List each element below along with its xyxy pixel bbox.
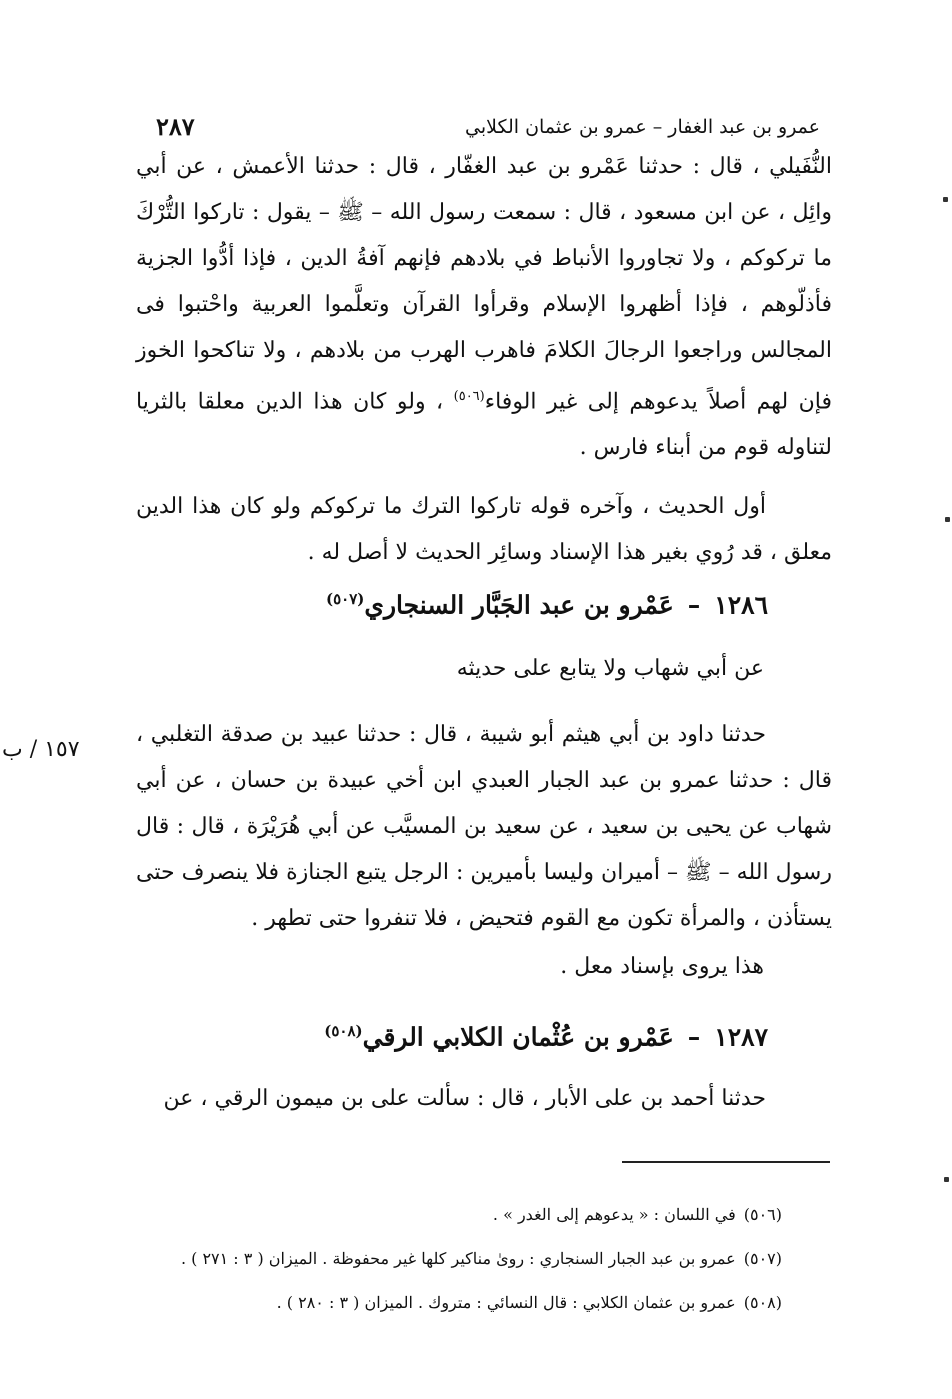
paragraph-hadith-2: حدثنا داود بن أبي هيثم أبو شيبة ، قال : حدثنا عبيد بن صدقة التغلبي ، قال : حدثنا عمرو بن عبد الجبار العبدي ابن أخي عبيدة بن حسان ، عن أبي شهاب عن يحيى بن سعيد ، عن سعيد بن المسيَّب عن أبي هُرَيْرَة ، قال : قال رسول الله – ﷺ – أميران وليسا بأميرين : الرجل يتبع الجنازة فلا ينصرف حتى يستأذن ، والمرأة تكون مع القوم فتحيض ، فلا تنفروا حتى تطهر . [136, 722, 832, 931]
running-head: عمرو بن عبد الغفار – عمرو بن عثمان الكلابي [465, 116, 820, 138]
entry-separator: – [687, 590, 701, 620]
entry-heading-1286 [136, 590, 768, 619]
entry-number: ١٢٨٧ [714, 1022, 768, 1052]
footnote-ref-507: (٥٠٧) [326, 590, 365, 608]
scan-speck [945, 517, 950, 522]
paragraph-1-text: النُّفَيلي ، قال : حدثنا عَمْرو بن عبد الغفّار ، قال : حدثنا الأعمش ، عن أبي وائِل ، عن ابن مسعود ، قال : سمعت رسول الله – ﷺ – يقول : تاركوا التُّرْكَ ما تركوكم ، ولا تجاوروا الأنباط في بلادهم فإنهم آفةُ الدين ، فإذا أدُّوا الجزية فأذلّوهم ، فإذا أظهروا الإسلام وقرأوا القرآن وتعلَّموا العربية واحْتبوا فى المجالس وراجعوا الرجالَ الكلامَ فاهرب الهرب من بلادهم ، ولا تناكحوا الخوز فإن لهم أصلاً يدعوهم إلى غير الوفاء [136, 154, 833, 415]
paragraph-hadith-1 [136, 144, 832, 471]
footnote-text: في اللسان : « يدعوهم إلى الغدر » . [492, 1205, 736, 1224]
entry-number: ١٢٨٦ [714, 590, 768, 620]
footnote-text: عمرو بن عثمان الكلابي : قال النسائي : متروك . الميزان ( ٣ : ٢٨٠ ) . [276, 1293, 736, 1312]
entry-name: عَمْرو بن عبد الجَبَّار السنجاري [364, 590, 674, 620]
paragraph-1-text-after: ، ولو كان هذا الدين معلقا بالثريا لتناوله قوم من أبناء فارس . [136, 389, 832, 461]
footnote-508 [130, 1293, 782, 1312]
footnote-text: عمرو بن عبد الجبار السنجاري : روىٰ مناكير كلها غير محفوظة . الميزان ( ٣ : ٢٧١ ) . [180, 1249, 736, 1268]
folio-margin-note: ١٥٧ / ب [2, 737, 80, 762]
footnote-ref-508: (٥٠٨) [324, 1022, 363, 1040]
footnote-506 [130, 1205, 782, 1224]
footnote-number: (٥٠٨) [743, 1293, 782, 1312]
entry-1286-subline: عن أبي شهاب ولا يتابع على حديثه [456, 656, 764, 681]
footnote-number: (٥٠٧) [743, 1249, 782, 1268]
page-header [140, 112, 830, 142]
scan-speck [943, 197, 948, 202]
entry-heading-1287 [136, 1022, 768, 1051]
footnote-507 [130, 1249, 782, 1268]
page-number: ٢٨٧ [156, 112, 195, 141]
footnote-ref-506: (٥٠٦) [453, 389, 485, 404]
footnote-number: (٥٠٦) [743, 1205, 782, 1224]
entry-name: عَمْرو بن عُثْمان الكلابي الرقي [362, 1022, 674, 1052]
scan-speck [944, 1177, 949, 1182]
isnad-note: هذا يروى بإسناد معل . [560, 954, 764, 979]
footnote-divider [622, 1161, 830, 1163]
paragraph-comment: أول الحديث ، وآخره قوله تاركوا الترك ما تركوكم ولو كان هذا الدين معلق ، قد رُوي بغير هذا الإسناد وسائِر الحديث لا أصل له . [136, 494, 832, 565]
entry-separator: – [687, 1022, 701, 1052]
paragraph-hadith-3: حدثنا أحمد بن على الأبار ، قال : سألت على بن ميمون الرقي ، عن [163, 1086, 766, 1111]
